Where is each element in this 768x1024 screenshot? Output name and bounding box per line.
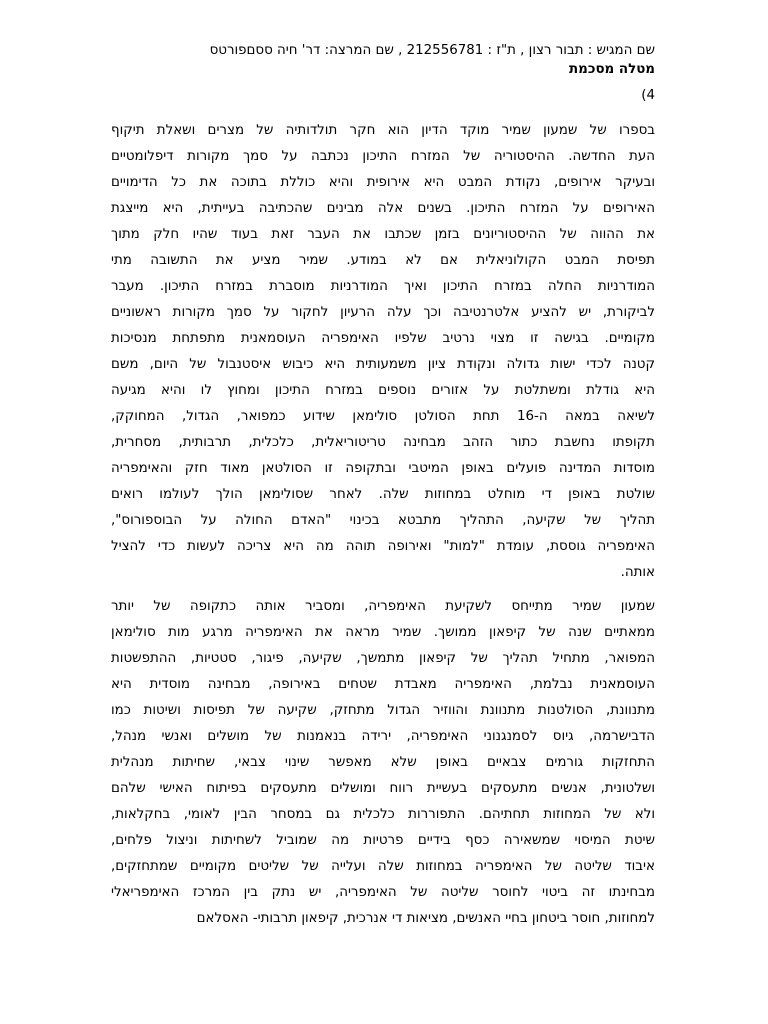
text-line: מבחינתו זה ביטוי לחוסר שליטה של האימפריה, יש נתק בין המרכז האימפריאלי: [111, 885, 655, 900]
text-line: המפואר, מתחיל תהליך של קיפאון מתמשך, שקיעה, פיגור, סטטיות, ההתפשטות: [111, 651, 655, 666]
text-line: קטנה לכדי ישות גדולה ונקודת ציון משמעותית היא כיבוש איסטנבול של היום, משם: [111, 357, 655, 372]
author-line: שם המגיש : תבור רצון , ת"ז : 212556781 , שם המרצה: דר' חיה ססםפורטס: [209, 43, 655, 58]
text-line: מתנוונת, הסולטנות מתנוונת והווזיר הגדול מתחזק, שקיעה של תפיסות ושיטות כמו: [111, 703, 655, 718]
text-line: שמעון שמיר מתייחס לשקיעת האימפריה, ומסביר אותה כתקופה של יותר: [111, 599, 655, 614]
text-line: את ההווה של ההיסטוריונים בזמן שכתבו את העבר זאת בעוד שהיו חלק מתוך: [111, 227, 655, 242]
text-line: ושלטונית, אנשים מתעסקים בעשיית רווח ומושלים מתעסקים בפיתוח האישי שלהם: [111, 781, 655, 796]
text-line: התחזקות גורמים צבאיים באופן שלא מאפשר שינוי צבאי, שחיתות מנהלית: [111, 755, 655, 770]
text-line: למחוזות, חוסר ביטחון בחיי האנשים, מציאות די אנרכית, קיפאון תרבותי- האסלאם: [196, 911, 655, 926]
text-line: אותה.: [620, 565, 655, 580]
text-line: שולטת באופן די מוחלט במחוזות שלה. לאחר שסולימאן הולך לעולמו רואים: [111, 487, 655, 502]
text-line: תקופתו נחשבת כתור הזהב מבחינה טריטוריאלית, כלכלית, תרבותית, מסחרית,: [111, 435, 655, 450]
text-line: העוסמאנית נבלמת, האימפריה מאבדת שטחים באירופה, מבחינה מוסדית היא: [111, 677, 655, 692]
text-line: המודרניות החלה במזרח התיכון ואיך המודרניות מוסברת במזרח התיכון. מעבר: [111, 279, 655, 294]
document-header: [110, 40, 655, 78]
text-line: מקומיים. בגישה זו מצוי נרטיב שלפיו האימפריה העוסמאנית מתפתחת מנסיכות: [111, 331, 655, 346]
text-line: ממאתיים שנה של קיפאון ממושך. שמיר מראה את האימפריה מרגע מות סולימאן: [111, 625, 655, 640]
question-number: (4: [641, 88, 655, 103]
text-line: ולא של המחוזות תחתיהם. התפוררות כלכלית גם במסחר הבין לאומי, בחקלאות,: [111, 807, 655, 822]
text-line: הדבישרמה, גיוס לסמנגנוני האימפריה, ירידה בנאמנות של מושלים ואנשי מנהל,: [111, 729, 655, 744]
paragraph: [111, 118, 655, 586]
text-line: בספרו של שמעון שמיר מוקד הדיון הוא חקר תולדותיה של מצרים ושאלת תיקוף: [111, 123, 655, 138]
paragraph: [111, 594, 655, 932]
document-body: [111, 118, 655, 932]
text-line: לשיאה במאה ה-16 תחת הסולטן סולימאן שידוע כמפואר, הגדול, המחוקק,: [111, 409, 655, 424]
assignment-title: מטלה מסכמת: [569, 62, 655, 77]
text-line: האימפריה גוססת, עומדת "למות" ואירופה תוהה מה היא צריכה לעשות כדי להציל: [111, 539, 655, 554]
text-line: תפיסת המבט הקולוניאלית אם לא במודע. שמיר מציע את התשובה מתי: [111, 253, 655, 268]
text-line: היא גודלת ומשתלטת על אזורים נוספים במזרח התיכון ומחוץ לו והיא מגיעה: [111, 383, 655, 398]
text-line: ובעיקר אירופים, נקודת המבט היא אירופית והיא כוללת בתוכה את כל הדימויים: [111, 175, 655, 190]
text-line: האירופים על המזרח התיכון. בשנים אלה מבינים שהכתיבה בעייתית, היא מייצגת: [111, 201, 655, 216]
text-line: העת החדשה. ההיסטוריה של המזרח התיכון נכתבה על סמך מקורות דיפלומטיים: [111, 149, 655, 164]
text-line: תהליך של שקיעה, התהליך מתבטא בכינוי "האדם החולה על הבוספורוס",: [111, 513, 655, 528]
text-line: מוסדות המדינה פועלים באופן המיטבי ובתקופה זו הסולטאן מאוד חזק והאימפריה: [111, 461, 655, 476]
text-line: לביקורת, יש להציע אלטרנטיבה וכך עלה הרעיון לחקור על סמך מקורות ראשוניים: [111, 305, 655, 320]
text-line: איבוד שליטה של האימפריה במחוזות שלה ועלייה של שליטים מקומיים שמתחזקים,: [111, 859, 655, 874]
text-line: שיטת המיסוי שמשאירה כסף בידיים פרטיות מה שמוביל לשחיתות וניצול פלחים,: [111, 833, 655, 848]
